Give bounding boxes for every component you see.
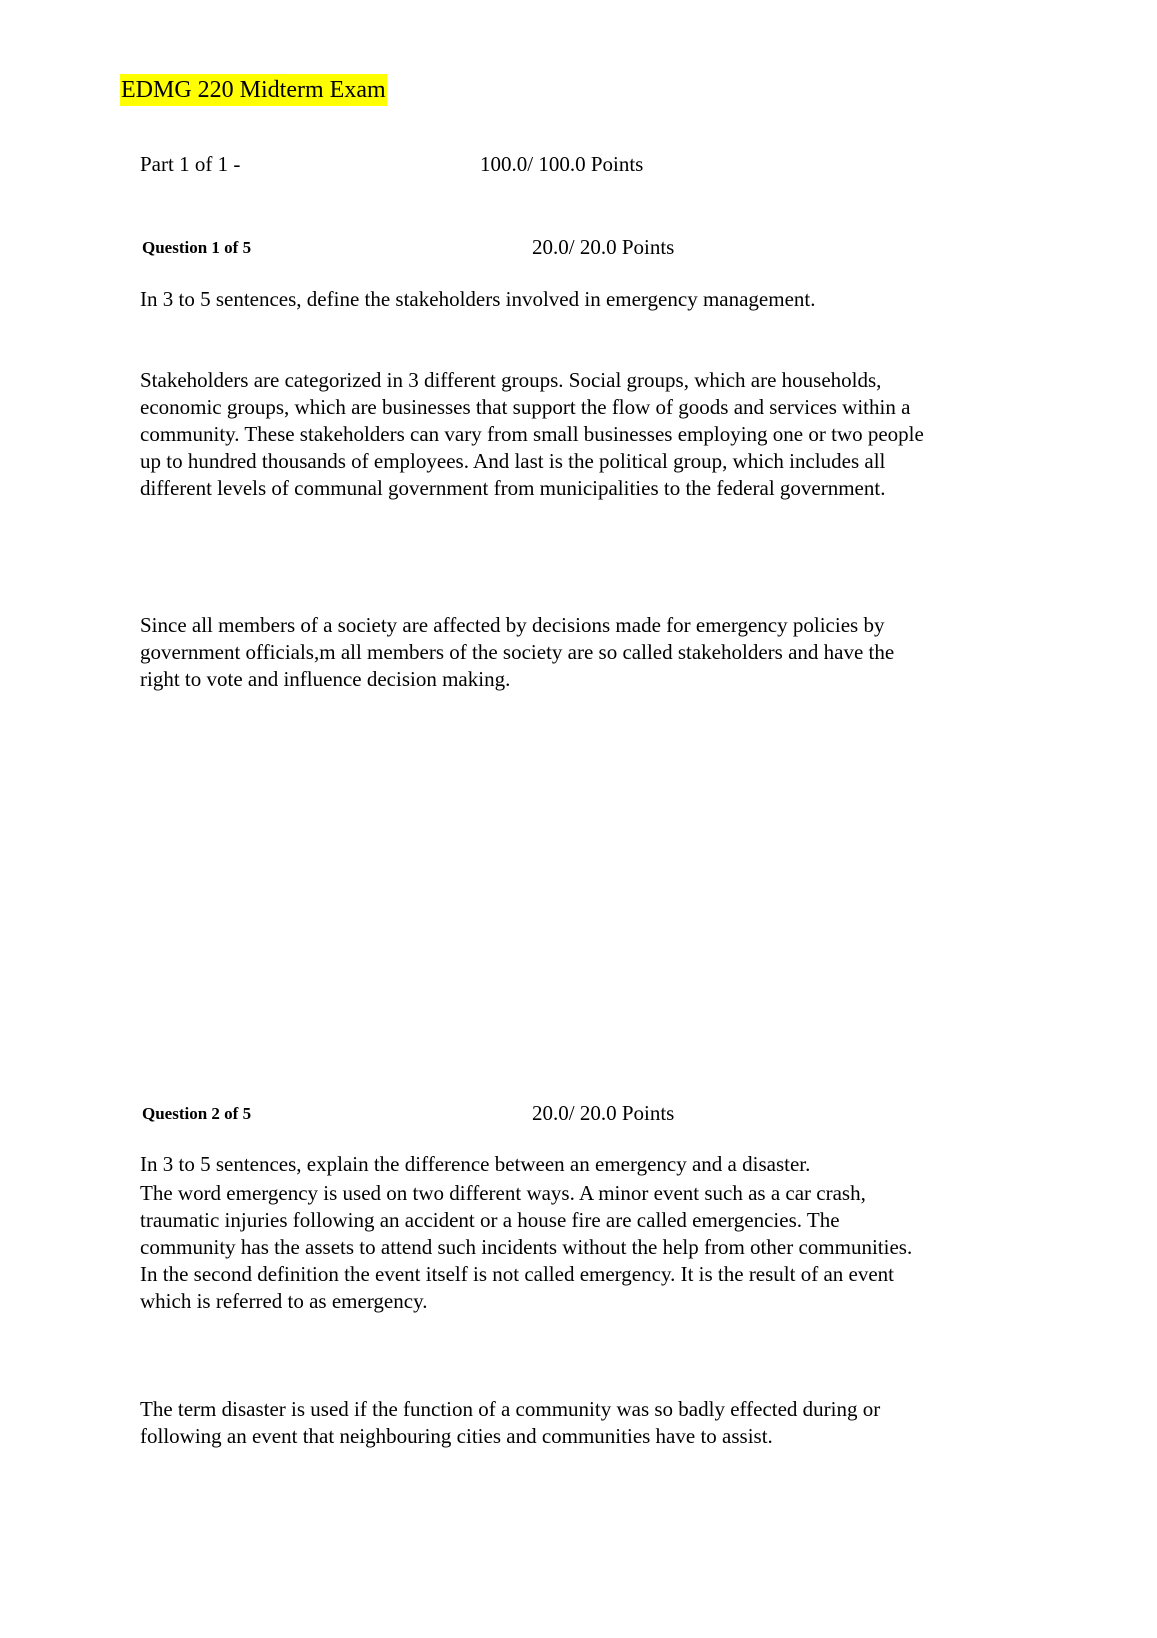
answer-line: Stakeholders are categorized in 3 different groups. Social groups, which are households, bbox=[140, 368, 882, 392]
question-2-answer-paragraph-2 bbox=[140, 1396, 1040, 1450]
question-2-answer-paragraph-1 bbox=[140, 1180, 1040, 1315]
question-2-label: Question 2 of 5 bbox=[142, 1104, 252, 1123]
question-2-points: 20.0/ 20.0 Points bbox=[532, 1101, 675, 1125]
answer-line: traumatic injuries following an accident or a house fire are called emergencies. The bbox=[140, 1208, 840, 1232]
answer-line: which is referred to as emergency. bbox=[140, 1289, 428, 1313]
answer-line: up to hundred thousands of employees. And last is the political group, which includes all bbox=[140, 449, 886, 473]
question-1-points: 20.0/ 20.0 Points bbox=[532, 235, 675, 259]
question-1-label: Question 1 of 5 bbox=[142, 238, 252, 257]
answer-line: The word emergency is used on two different ways. A minor event such as a car crash, bbox=[140, 1181, 866, 1205]
question-2-prompt: In 3 to 5 sentences, explain the difference between an emergency and a disaster. bbox=[140, 1152, 811, 1176]
question-1-answer-paragraph-2 bbox=[140, 612, 1040, 693]
answer-line: government officials,m all members of the society are so called stakeholders and have the bbox=[140, 640, 895, 664]
answer-line: Since all members of a society are affected by decisions made for emergency policies by bbox=[140, 613, 885, 637]
exam-title: EDMG 220 Midterm Exam bbox=[120, 74, 387, 106]
answer-line: different levels of communal government from municipalities to the federal government. bbox=[140, 476, 886, 500]
part-points: 100.0/ 100.0 Points bbox=[480, 152, 644, 176]
question-1-answer-paragraph-1 bbox=[140, 367, 1040, 502]
question-1-prompt: In 3 to 5 sentences, define the stakeholders involved in emergency management. bbox=[140, 287, 816, 311]
answer-line: economic groups, which are businesses that support the flow of goods and services within a bbox=[140, 395, 911, 419]
part-label: Part 1 of 1 - bbox=[140, 152, 241, 176]
answer-line: In the second definition the event itself is not called emergency. It is the result of an event bbox=[140, 1262, 895, 1286]
answer-line: right to vote and influence decision making. bbox=[140, 667, 511, 691]
answer-line: community has the assets to attend such incidents without the help from other communities. bbox=[140, 1235, 913, 1259]
answer-line: following an event that neighbouring cities and communities have to assist. bbox=[140, 1424, 773, 1448]
answer-line: community. These stakeholders can vary from small businesses employing one or two people bbox=[140, 422, 924, 446]
answer-line: The term disaster is used if the function of a community was so badly effected during or bbox=[140, 1397, 881, 1421]
